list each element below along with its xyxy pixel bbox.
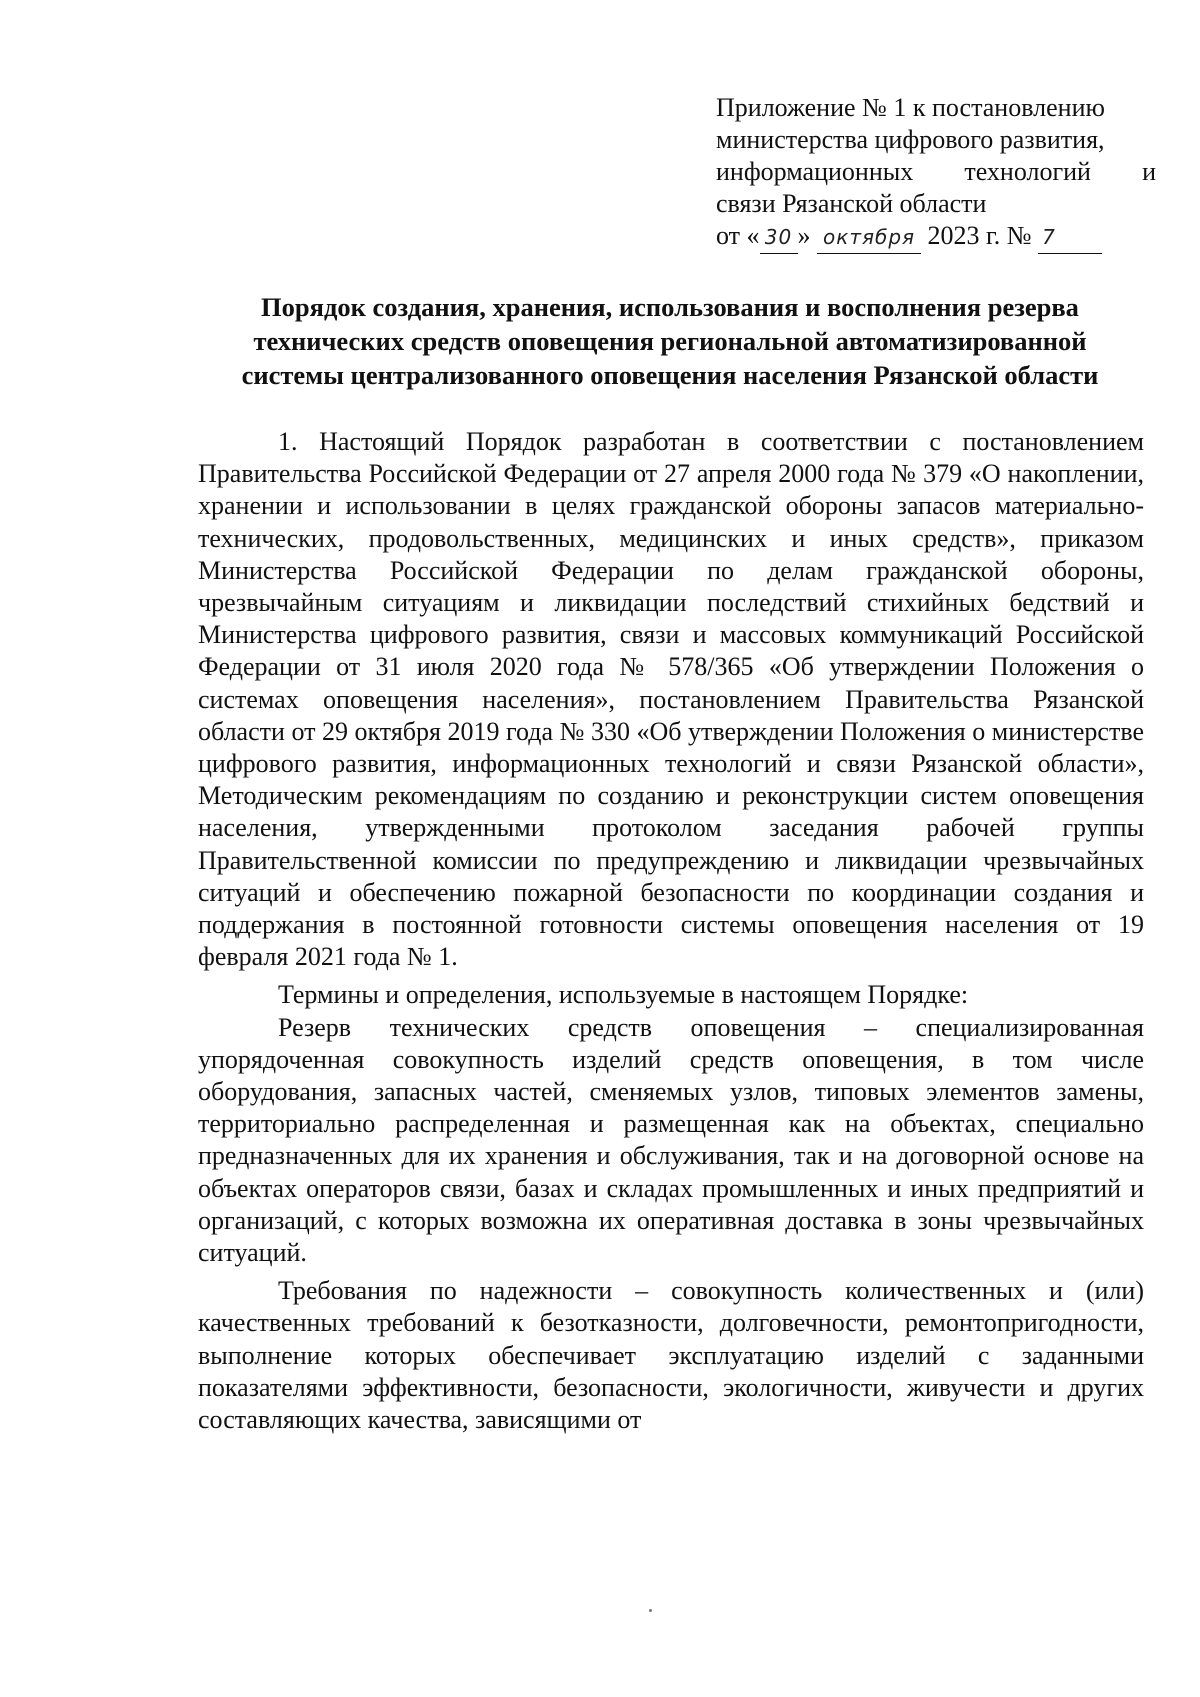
scan-speck [649, 1609, 652, 1612]
appendix-line-4: связи Рязанской области [716, 189, 987, 218]
date-prefix: от « [716, 221, 760, 250]
paragraph-1: 1. Настоящий Порядок разработан в соответствии с постановлением Правительства Российской Федерации от 27 апреля 2000 года № 379 «О накоплении, хранении и использовании в целях гражданской обороны запасов материально-технических, продовольственных, медицинских и иных средств», приказом Министерства Российской Федерации по делам гражданской обороны, чрезвычайным ситуациям и ликвидации последствий стихийных бедствий и Министерства цифрового развития, связи и массовых коммуникаций Российской Федерации от 31 июля 2020 года № 578/365 «Об утверждении Положения о системах оповещения населения», постановлением Правительства Рязанской области от 29 октября 2019 года № 330 «Об утверждении Положения о министерстве цифрового развития, информационных технологий и связи Рязанской области», Методическим рекомендациям по созданию и реконструкции систем оповещения населения, утвержденными протоколом заседания рабочей группы Правительственной комиссии по предупреждению и ликвидации чрезвычайных ситуаций и обеспечению пожарной безопасности по координации создания и поддержания в постоянной готовности системы оповещения населения от 19 февраля 2021 года № 1. [198, 427, 1144, 972]
handwritten-doc-number: 7 [1038, 221, 1102, 254]
appendix-line-2: министерства цифрового развития, [716, 125, 1105, 154]
paragraph-terms-intro: Термины и определения, используемые в настоящем Порядке: [278, 980, 969, 1010]
date-year: 2023 г. № [927, 221, 1032, 250]
title-line-1: Порядок создания, хранения, использования и восполнения резерва [261, 292, 1079, 322]
title-line-2: технических средств оповещения региональной автоматизированной [253, 326, 1087, 356]
appendix-date-line [716, 220, 1156, 254]
document-body [198, 426, 1144, 1436]
paragraph-reliability-definition: Требования по надежности – совокупность количественных и (или) качественных требований к безотказности, долговечности, ремонтопригодности, выполнение которых обеспечивает эксплуатацию изделий с заданными показателями эффективности, безопасности, экологичности, живучести и других составляющих качества, зависящими от [198, 1276, 1144, 1435]
appendix-line-1: Приложение № 1 к постановлению [716, 93, 1105, 122]
title-line-3: системы централизованного оповещения населения Рязанской области [241, 360, 1099, 390]
appendix-line-3: информационных технологий и [716, 157, 1156, 186]
document-title [190, 290, 1150, 392]
date-mid: » [797, 221, 811, 250]
handwritten-day: 30 [760, 221, 798, 254]
appendix-header [716, 92, 1156, 254]
handwritten-month: октября [817, 221, 921, 254]
paragraph-reserve-definition: Резерв технических средств оповещения – специализированная упорядоченная совокупность изделий средств оповещения, в том числе оборудования, запасных частей, сменяемых узлов, типовых элементов замены, территориально распределенная и размещенная как на объектах, специально предназначенных для их хранения и обслуживания, так и на договорной основе на объектах операторов связи, базах и складах промышленных и иных предприятий и организаций, с которых возможна их оперативная доставка в зоны чрезвычайных ситуаций. [198, 1012, 1144, 1268]
